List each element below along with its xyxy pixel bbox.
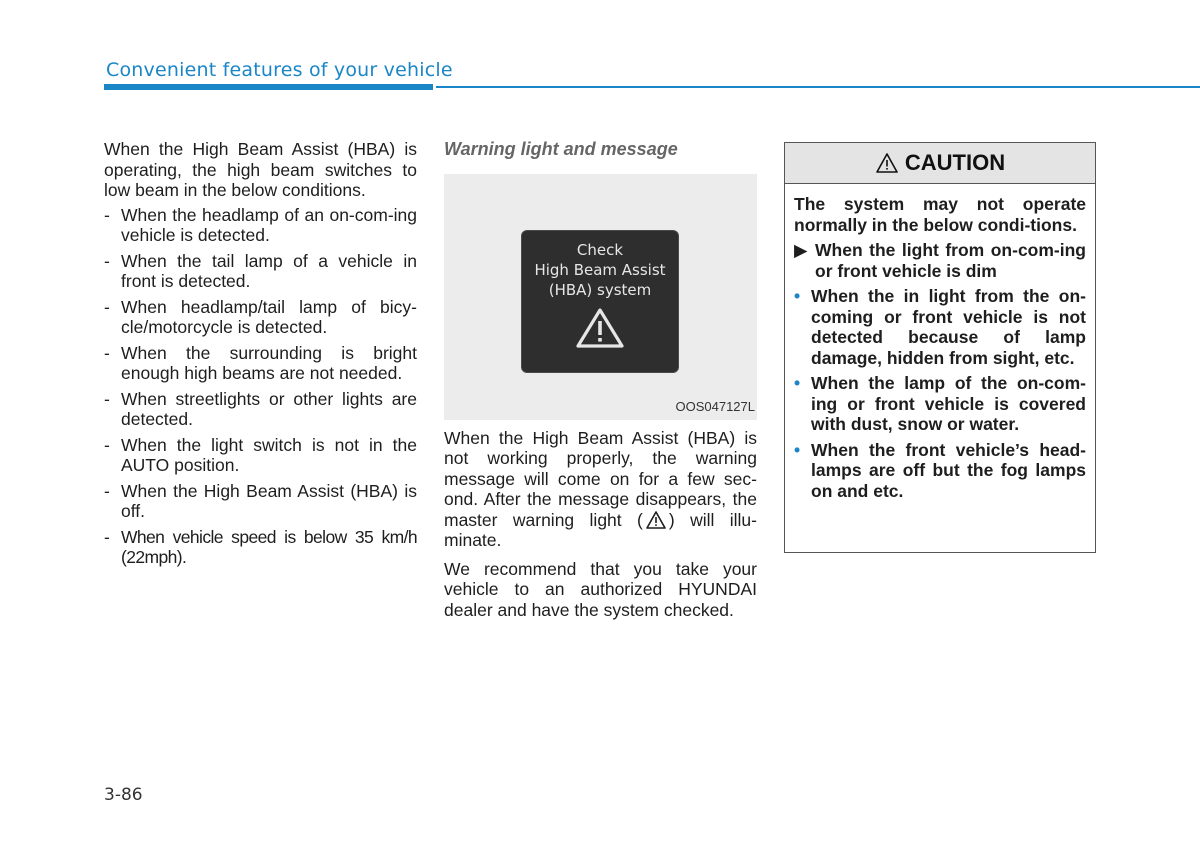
figure-warning-message [444, 174, 757, 420]
caution-body [785, 184, 1095, 501]
list-item: - When the High Beam Assist (HBA) is off. [104, 480, 417, 521]
caution-box [784, 142, 1096, 553]
warning-triangle-icon [574, 306, 626, 350]
dash-marker: - [104, 526, 110, 547]
warning-subheading: Warning light and message [444, 139, 678, 159]
display-line-3: (HBA) system [548, 280, 652, 299]
list-item: - When streetlights or other lights are detected. [104, 388, 417, 429]
caution-list [794, 286, 1086, 501]
list-item: • When the in light from the on-coming or front vehicle is not detected because of lamp damage, hidden from sight, etc. [794, 286, 1086, 368]
list-item: - When headlamp/tail lamp of bicy-cle/motorcycle is detected. [104, 296, 417, 337]
list-item: - When the surrounding is bright enough high beams are not needed. [104, 342, 417, 383]
list-item: - When the tail lamp of a vehicle in front is detected. [104, 250, 417, 291]
section-title: Convenient features of your vehicle [106, 59, 453, 81]
bullet-marker: • [794, 373, 801, 393]
caution-title: CAUTION [904, 150, 1006, 175]
list-item: - When vehicle speed is below 35 km/h (22mph). [104, 526, 417, 567]
right-arrow-icon: ▶ [794, 240, 808, 260]
dash-marker: - [104, 434, 110, 455]
dash-marker: - [104, 480, 110, 501]
warning-triangle-icon [875, 152, 899, 174]
dash-marker: - [104, 388, 110, 409]
caution-arrow-item: ▶ When the light from on-com-ing or front vehicle is dim [794, 240, 1086, 281]
page-number: 3-86 [104, 785, 143, 805]
figure-code: OOS047127L [675, 399, 755, 414]
hba-conditions-list [104, 205, 417, 568]
dash-marker: - [104, 204, 110, 225]
list-item: - When the headlamp of an on-com-ing vehicle is detected. [104, 204, 417, 245]
caution-header [785, 143, 1095, 184]
header-rule-thin [436, 86, 1200, 88]
column-left [104, 139, 417, 573]
list-item: • When the front vehicle’s head-lamps are off but the fog lamps on and etc. [794, 439, 1086, 501]
bullet-marker: • [794, 286, 801, 306]
bullet-marker: • [794, 439, 801, 460]
display-line-1: Check [576, 240, 624, 259]
list-item: • When the lamp of the on-com-ing or front vehicle is covered with dust, snow or water. [794, 373, 1086, 434]
list-item: - When the light switch is not in the AUTO position. [104, 434, 417, 475]
header-rule-thick [104, 84, 433, 90]
hba-intro-paragraph: When the High Beam Assist (HBA) is operating, the high beam switches to low beam in the below conditions. [104, 139, 417, 200]
hba-failure-paragraph: When the High Beam Assist (HBA) is not working properly, the warning message will come on for a few sec-ond. After the message disappears, the master warning light ( ) will illu-minate. [444, 427, 757, 550]
cluster-display [521, 230, 679, 373]
caution-intro: The system may not operate normally in the below condi-tions. [794, 194, 1086, 235]
dealer-recommendation-paragraph: We recommend that you take your vehicle to an authorized HYUNDAI dealer and have the system checked. [444, 558, 757, 620]
display-line-2: High Beam Assist [534, 260, 666, 279]
dash-marker: - [104, 342, 110, 363]
dash-marker: - [104, 250, 110, 271]
warning-triangle-icon [645, 510, 667, 530]
column-middle [444, 139, 757, 620]
dash-marker: - [104, 296, 110, 317]
